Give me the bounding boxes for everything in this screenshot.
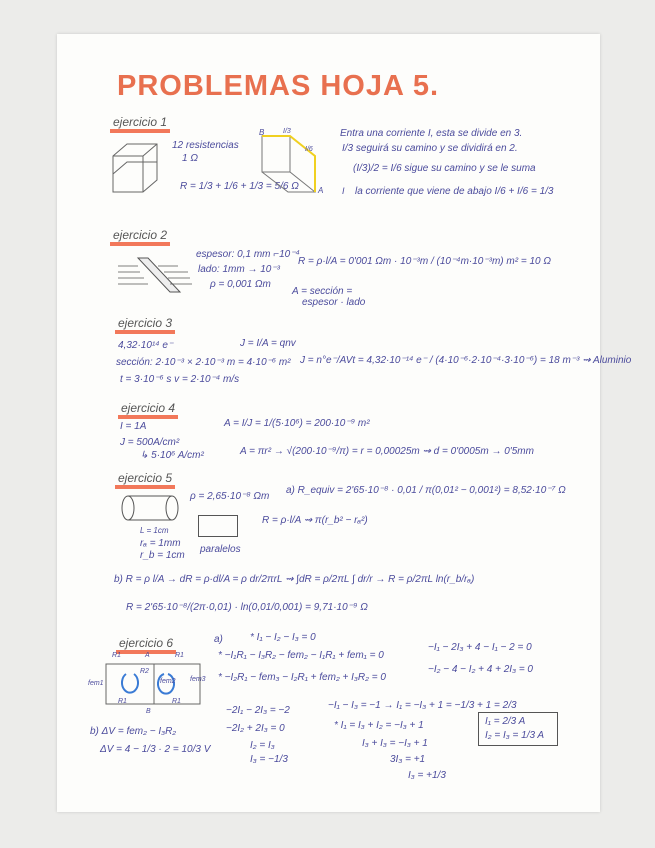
heading-ejercicio-6: ejercicio 6 (116, 637, 176, 654)
ex6-equation: −I₁ − 2I₃ + 4 − I₁ − 2 = 0 (428, 642, 532, 653)
ex6-equation: I₃ + I₃ = −I₃ + 1 (362, 738, 428, 749)
ex3-text: t = 3·10⁻⁶ s v = 2·10⁻⁴ m/s (120, 374, 240, 385)
plate-diagram-icon (118, 256, 193, 296)
ex6-formula: ΔV = 4 − 1/3 · 2 = 10/3 V (100, 744, 211, 755)
ex6-text: a) (214, 634, 223, 645)
ex4-text: I = 1A (120, 421, 147, 432)
ex1-note: I/3 seguirá su camino y se dividirá en 2. (342, 143, 518, 154)
ex1-text: 12 resistencias (172, 140, 239, 151)
ex5-formula: R = 2'65·10⁻⁸/(2π·0,01) · ln(0,01/0,001) = 9,71·10⁻⁹ Ω (126, 602, 368, 613)
ex6-equation: −I₂ − 4 − I₂ + 4 + 2I₃ = 0 (428, 664, 533, 675)
circuit-label: R1 (118, 698, 127, 705)
ex4-text: ↳ 5·10⁶ A/cm² (140, 450, 204, 461)
result-i1: I₁ = 2/3 A (485, 716, 526, 727)
heading-ejercicio-4: ejercicio 4 (118, 402, 178, 419)
ex5-text: rₐ = 1mm (140, 538, 181, 549)
ex6-equation: I₂ = I₃ (250, 740, 275, 751)
circuit-label: R1 (172, 698, 181, 705)
ex6-equation: * I₁ − I₂ − I₃ = 0 (250, 632, 316, 643)
ex2-text: espesor: 0,1 mm ⌐10⁻⁴ (196, 249, 300, 260)
ex6-equation: * I₁ = I₃ + I₂ = −I₃ + 1 (334, 720, 424, 731)
ex1-note: la corriente que viene de abajo I/6 + I/6 = 1/3 (355, 186, 554, 197)
cylinder-diagram-icon (120, 494, 180, 524)
ex2-text: A = sección = (292, 286, 353, 297)
circuit-label: R2 (140, 668, 149, 675)
heading-ejercicio-5: ejercicio 5 (115, 472, 175, 489)
cube-label: I/3 (283, 128, 291, 135)
result-box (478, 712, 558, 746)
ex5-formula: a) R_equiv = 2'65·10⁻⁸ · 0,01 / π(0,01² − 0,001²) = 8,52·10⁻⁷ Ω (286, 485, 566, 496)
circuit-label: fem2 (160, 678, 176, 685)
ex4-formula: A = πr² → √(200·10⁻⁹/π) = r = 0,00025m ⇝ d = 0'0005m → 0'5mm (240, 446, 534, 457)
ex3-text: 4,32·10¹⁴ e⁻ (118, 340, 174, 351)
heading-ejercicio-3: ejercicio 3 (115, 317, 175, 334)
ex6-equation: I₃ = −1/3 (250, 754, 288, 765)
ex1-note: (I/3)/2 = I/6 sigue su camino y se le suma (353, 163, 536, 174)
ex6-equation: * −I₂R₁ − fem₃ − I₂R₁ + fem₂ + I₃R₂ = 0 (218, 672, 386, 683)
ex6-equation: −2I₂ + 2I₃ = 0 (226, 723, 285, 734)
ex3-formula: J = n°e⁻/AVt = 4,32·10⁻¹⁴ e⁻ / (4·10⁻⁶·2·10⁻⁴·3·10⁻⁶) = 18 m⁻³ ⇝ Aluminio (300, 355, 632, 366)
heading-ejercicio-1: ejercicio 1 (110, 116, 170, 133)
circuit-label: B (146, 708, 151, 715)
ex6-equation: I₃ = +1/3 (408, 770, 446, 781)
ex4-formula: A = I/J = 1/(5·10⁶) = 200·10⁻⁹ m² (224, 418, 370, 429)
ex2-text: ρ = 0,001 Ωm (210, 279, 271, 290)
ex1-result: R = 1/3 + 1/6 + 1/3 = 5/6 Ω (180, 181, 299, 192)
ex5-formula: R = ρ·l/A ⇝ π(r_b² − rₐ²) (262, 515, 368, 526)
ex5-text: paralelos (200, 544, 241, 555)
ex2-text: espesor · lado (302, 297, 366, 308)
ex4-text: J = 500A/cm² (120, 437, 180, 448)
ex2-formula: R = ρ·l/A = 0'001 Ωm · 10⁻³m / (10⁻⁴m·10⁻³m) m² = 10 Ω (298, 256, 551, 267)
page-title: PROBLEMAS HOJA 5. (117, 70, 440, 102)
heading-ejercicio-2: ejercicio 2 (110, 229, 170, 246)
result-i2-i3: I₂ = I₃ = 1/3 A (485, 730, 545, 741)
ex2-text: lado: 1mm → 10⁻³ (198, 264, 280, 275)
ex5-text: r_b = 1cm (140, 550, 185, 561)
ex5-text: L = 1cm (140, 526, 169, 535)
ex6-equation: −I₁ − I₃ = −1 → I₁ = −I₃ + 1 = −1/3 + 1 = 2/3 (328, 700, 517, 711)
ex6-equation: * −I₁R₁ − I₃R₂ − fem₂ − I₁R₁ + fem₁ = 0 (218, 650, 384, 661)
cube-label: I/6 (305, 146, 313, 153)
circuit-label: R1 (112, 652, 121, 659)
ex6-formula: b) ΔV = fem₂ − I₃R₂ (90, 726, 177, 737)
resistor-cube-diagram-icon (105, 140, 165, 196)
circuit-label: A (145, 652, 150, 659)
cube-label: B (259, 128, 265, 137)
circuit-label: R1 (175, 652, 184, 659)
ex1-note: Entra una corriente I, esta se divide en 3. (340, 128, 523, 139)
ex6-equation: −2I₁ − 2I₃ = −2 (226, 705, 290, 716)
ex3-text: sección: 2·10⁻³ × 2·10⁻³ m = 4·10⁻⁶ m² (116, 357, 291, 368)
circuit-label: fem3 (190, 676, 206, 683)
cube-label: I (342, 186, 345, 196)
ex1-text: 1 Ω (182, 153, 198, 164)
circuit-diagram-icon (96, 660, 208, 710)
ex6-equation: 3I₃ = +1 (390, 754, 426, 765)
ex3-formula: J = I/A = qnv (240, 338, 296, 349)
parallel-resistor-diagram (198, 515, 238, 537)
ex5-formula: b) R = ρ l/A → dR = ρ·dl/A = ρ dr/2πrL ⇝ ∫dR = ρ/2πL ∫ dr/r → R = ρ/2πL ln(r_b/rₐ) (114, 574, 475, 585)
ex5-text: ρ = 2,65·10⁻⁸ Ωm (190, 491, 270, 502)
circuit-label: fem1 (88, 680, 104, 687)
cube-label: A (318, 186, 324, 195)
